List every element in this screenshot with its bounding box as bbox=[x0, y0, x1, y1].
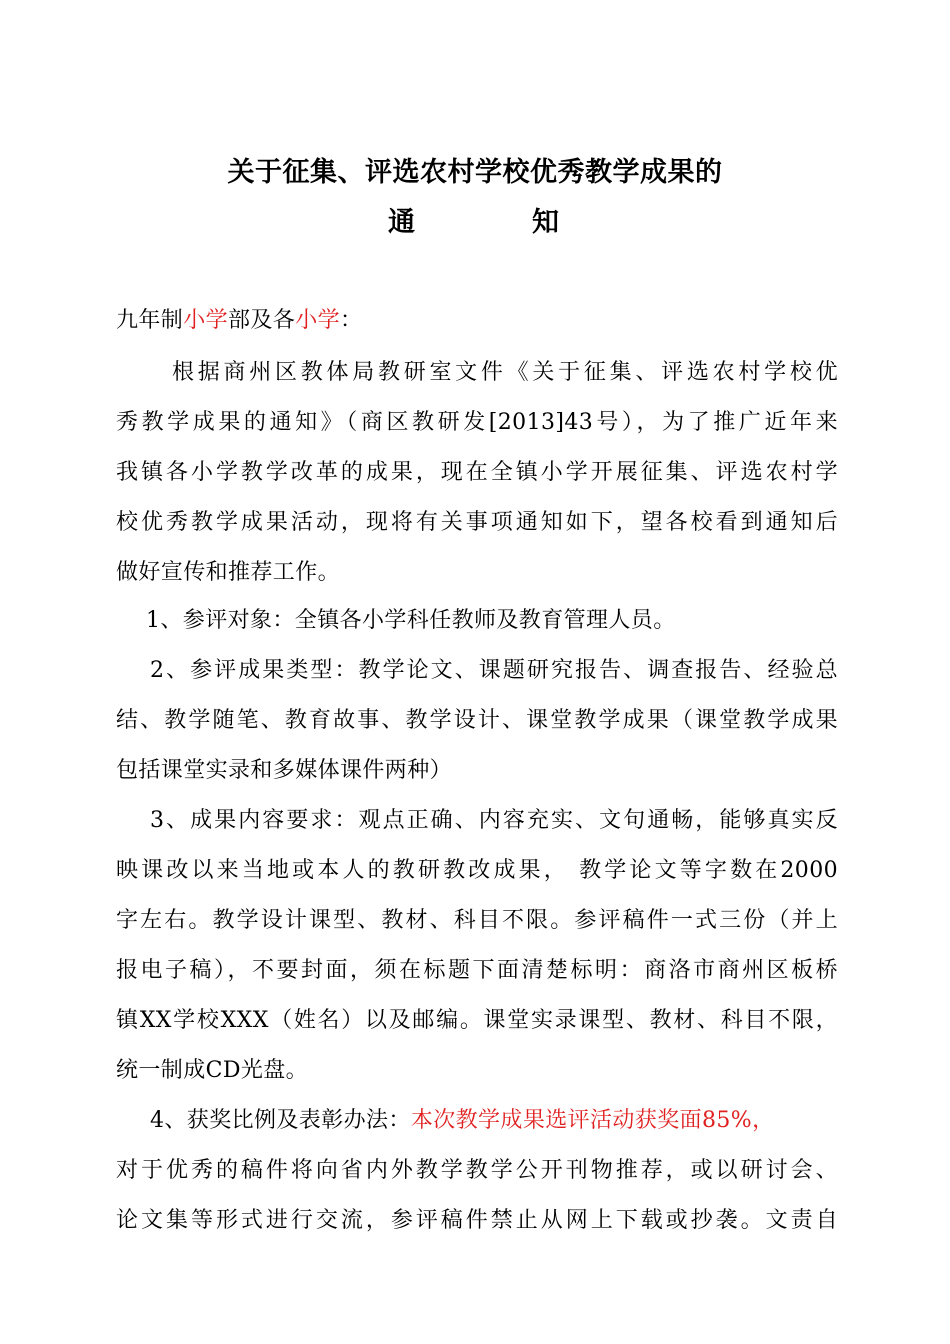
item-line: 2、参评成果类型：教学论文、课题研究报告、调查报告、经验总 bbox=[150, 658, 838, 683]
item-line: 3、成果内容要求：观点正确、内容充实、文句通畅，能够真实反 bbox=[150, 808, 838, 833]
paragraph-line: 做好宣传和推荐工作。 bbox=[116, 560, 341, 585]
paragraph-line: 校优秀教学成果活动，现将有关事项通知如下，望各校看到通知后 bbox=[116, 510, 838, 535]
item-1-participants bbox=[116, 596, 838, 646]
salutation-highlight: 小学 bbox=[183, 308, 229, 333]
item-line: 1、参评对象：全镇各小学科任教师及教育管理人员。 bbox=[146, 608, 676, 633]
paragraph-line: 根据商州区教体局教研室文件《关于征集、评选农村学校优 bbox=[172, 360, 838, 385]
salutation-part: 部及各 bbox=[228, 308, 296, 333]
item-line: 统一制成CD光盘。 bbox=[116, 1058, 309, 1083]
item-line: 对于优秀的稿件将向省内外教学教学公开刊物推荐，或以研讨会、 bbox=[116, 1158, 838, 1183]
salutation-highlight: 小学 bbox=[295, 308, 341, 333]
item-line: 镇XX学校XXX（姓名）以及邮编。课堂实录课型、教材、科目不限， bbox=[116, 1008, 838, 1033]
item-line bbox=[116, 1096, 838, 1146]
item-line: 结、教学随笔、教育故事、教学设计、课堂教学成果（课堂教学成果 bbox=[116, 708, 838, 733]
salutation-part: 九年制 bbox=[116, 308, 184, 333]
item-line: 映课改以来当地或本人的教研教改成果， 教学论文等字数在2000 bbox=[116, 858, 838, 883]
paragraph-line: 秀教学成果的通知》（商区教研发[2013]43号），为了推广近年来 bbox=[116, 410, 838, 435]
item-4-highlight: 本次教学成果选评活动获奖面85%， bbox=[410, 1108, 775, 1133]
salutation-part: ： bbox=[340, 308, 363, 333]
item-4-label: 4、获奖比例及表彰办法： bbox=[150, 1108, 411, 1133]
item-line: 字左右。教学设计课型、教材、科目不限。参评稿件一式三份（并上 bbox=[116, 908, 838, 933]
item-4-awards bbox=[116, 1096, 838, 1246]
paragraph-intro bbox=[116, 348, 838, 598]
title-word-zhi: 知 bbox=[532, 207, 560, 238]
item-line: 论文集等形式进行交流，参评稿件禁止从网上下载或抄袭。文责自 bbox=[116, 1208, 838, 1233]
document-title-line1: 关于征集、评选农村学校优秀教学成果的 bbox=[227, 157, 723, 188]
item-line: 包括课堂实录和多媒体课件两种） bbox=[116, 758, 453, 783]
salutation bbox=[116, 296, 838, 346]
item-3-requirements bbox=[116, 796, 838, 1096]
item-2-types bbox=[116, 646, 838, 796]
title-word-tong: 通 bbox=[388, 207, 416, 238]
item-line: 报电子稿），不要封面，须在标题下面清楚标明：商洛市商州区板桥 bbox=[116, 958, 838, 983]
paragraph-line: 我镇各小学教学改革的成果，现在全镇小学开展征集、评选农村学 bbox=[116, 460, 838, 485]
